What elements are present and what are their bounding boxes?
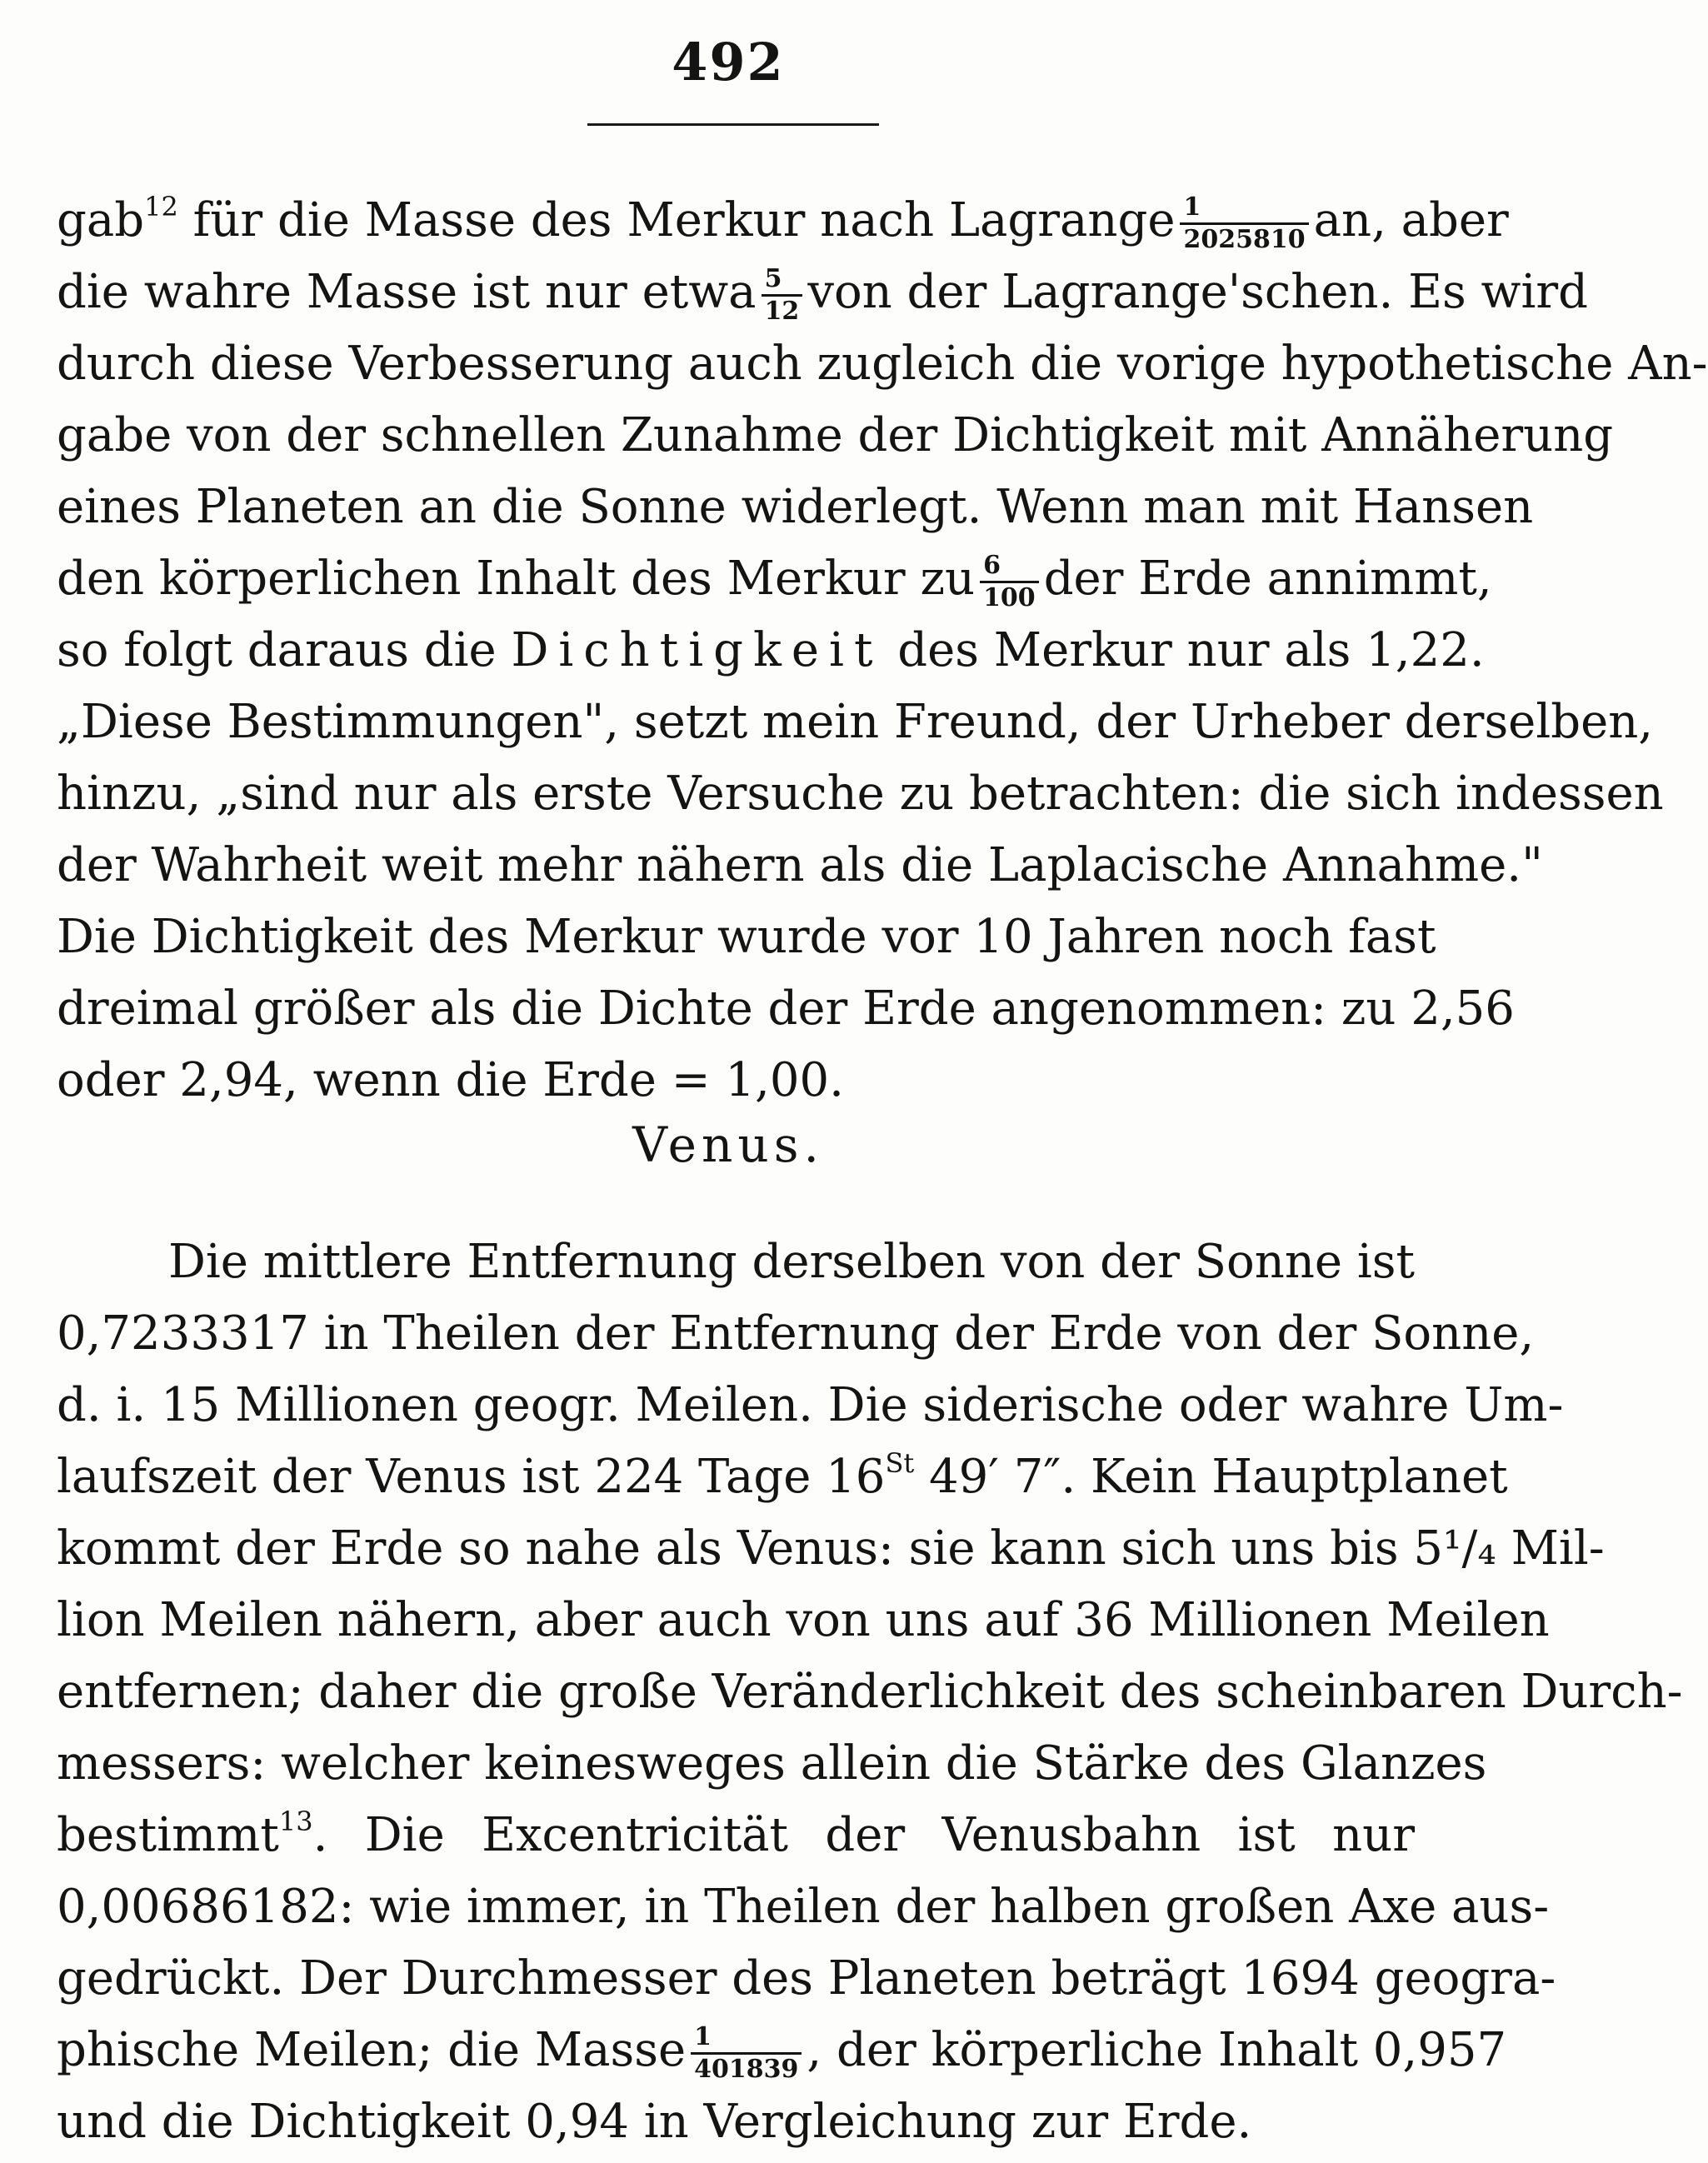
footnote-ref: 12 xyxy=(144,191,178,222)
section-heading: Venus. xyxy=(632,1116,824,1173)
fraction: $\frac{1}{401839}$ xyxy=(691,2025,802,2082)
text-line: lion Meilen nähern, aber auch von uns auf 36 Millionen Meilen xyxy=(57,1593,1550,1647)
text-line: durch diese Verbesserung auch zugleich die vorige hypothetische An- xyxy=(57,337,1708,391)
text-line: gabe von der schnellen Zunahme der Dichtigkeit mit Annäherung xyxy=(57,408,1614,462)
text-line: so folgt daraus die Dichtigkeit des Merkur nur als 1,22. xyxy=(57,623,1485,677)
paragraph-merkur xyxy=(57,185,1708,1116)
text-line: „Diese Bestimmungen", setzt mein Freund, der Urheber derselben, xyxy=(57,695,1654,749)
header-rule xyxy=(587,123,879,126)
text-line: Die Dichtigkeit des Merkur wurde vor 10 Jahren noch fast xyxy=(57,910,1436,964)
text-line: phische Meilen; die Masse $\frac{1}{401839}$ , der körperliche Inhalt 0,957 xyxy=(57,2022,1507,2084)
fraction: $\frac{5}{12}$ xyxy=(762,267,803,324)
text-line: 0,00686182: wie immer, in Theilen der halben großen Axe aus- xyxy=(57,1880,1550,1934)
paragraph-venus xyxy=(57,1226,1683,2158)
text-line: gab$^{12}$ für die Masse des Merkur nach Lagrange $\frac{1}{2025810}$ an, aber xyxy=(57,191,1509,254)
text-line: Die mittlere Entfernung derselben von der Sonne ist xyxy=(168,1235,1415,1289)
text-line: der Wahrheit weit mehr nähern als die Laplacische Annahme." xyxy=(57,838,1543,892)
text-line: hinzu, „sind nur als erste Versuche zu betrachten: die sich indessen xyxy=(57,767,1664,821)
emphasized-word: Dichtigkeit xyxy=(511,623,883,677)
text-line: die wahre Masse ist nur etwa $\frac{5}{12}$ von der Lagrange'schen. Es wird xyxy=(57,264,1588,326)
text-line: oder 2,94, wenn die Erde = 1,00. xyxy=(57,1053,844,1107)
text-line: kommt der Erde so nahe als Venus: sie kann sich uns bis 5¹/₄ Mil- xyxy=(57,1521,1605,1576)
text-line: entfernen; daher die große Veränderlichkeit des scheinbaren Durch- xyxy=(57,1665,1683,1719)
footnote-ref: 13 xyxy=(278,1806,313,1837)
text-line: laufszeit der Venus ist 224 Tage 16St 49′ 7″. Kein Hauptplanet xyxy=(57,1447,1508,1504)
fraction: $\frac{6}{100}$ xyxy=(980,553,1039,611)
text-line: 0,7233317 in Theilen der Entfernung der Erde von der Sonne, xyxy=(57,1306,1535,1361)
text-line: bestimmt$^{13}$. Die Excentricität der Venusbahn ist nur xyxy=(57,1806,1415,1862)
text-line: eines Planeten an die Sonne widerlegt. Wenn man mit Hansen xyxy=(57,480,1534,534)
superscript: St xyxy=(885,1447,915,1479)
text-line: messers: welcher keinesweges allein die Stärke des Glanzes xyxy=(57,1736,1487,1791)
page-number: 492 xyxy=(672,32,785,92)
text-line: dreimal größer als die Dichte der Erde angenommen: zu 2,56 xyxy=(57,982,1515,1036)
text-line: den körperlichen Inhalt des Merkur zu $\frac{6}{100}$ der Erde annimmt, xyxy=(57,551,1492,612)
text-line: gedrückt. Der Durchmesser des Planeten beträgt 1694 geogra- xyxy=(57,1951,1556,2006)
fraction: $\frac{1}{2025810}$ xyxy=(1180,195,1308,252)
text-line: und die Dichtigkeit 0,94 in Vergleichung zur Erde. xyxy=(57,2095,1252,2149)
text-line: d. i. 15 Millionen geogr. Meilen. Die siderische oder wahre Um- xyxy=(57,1378,1564,1432)
